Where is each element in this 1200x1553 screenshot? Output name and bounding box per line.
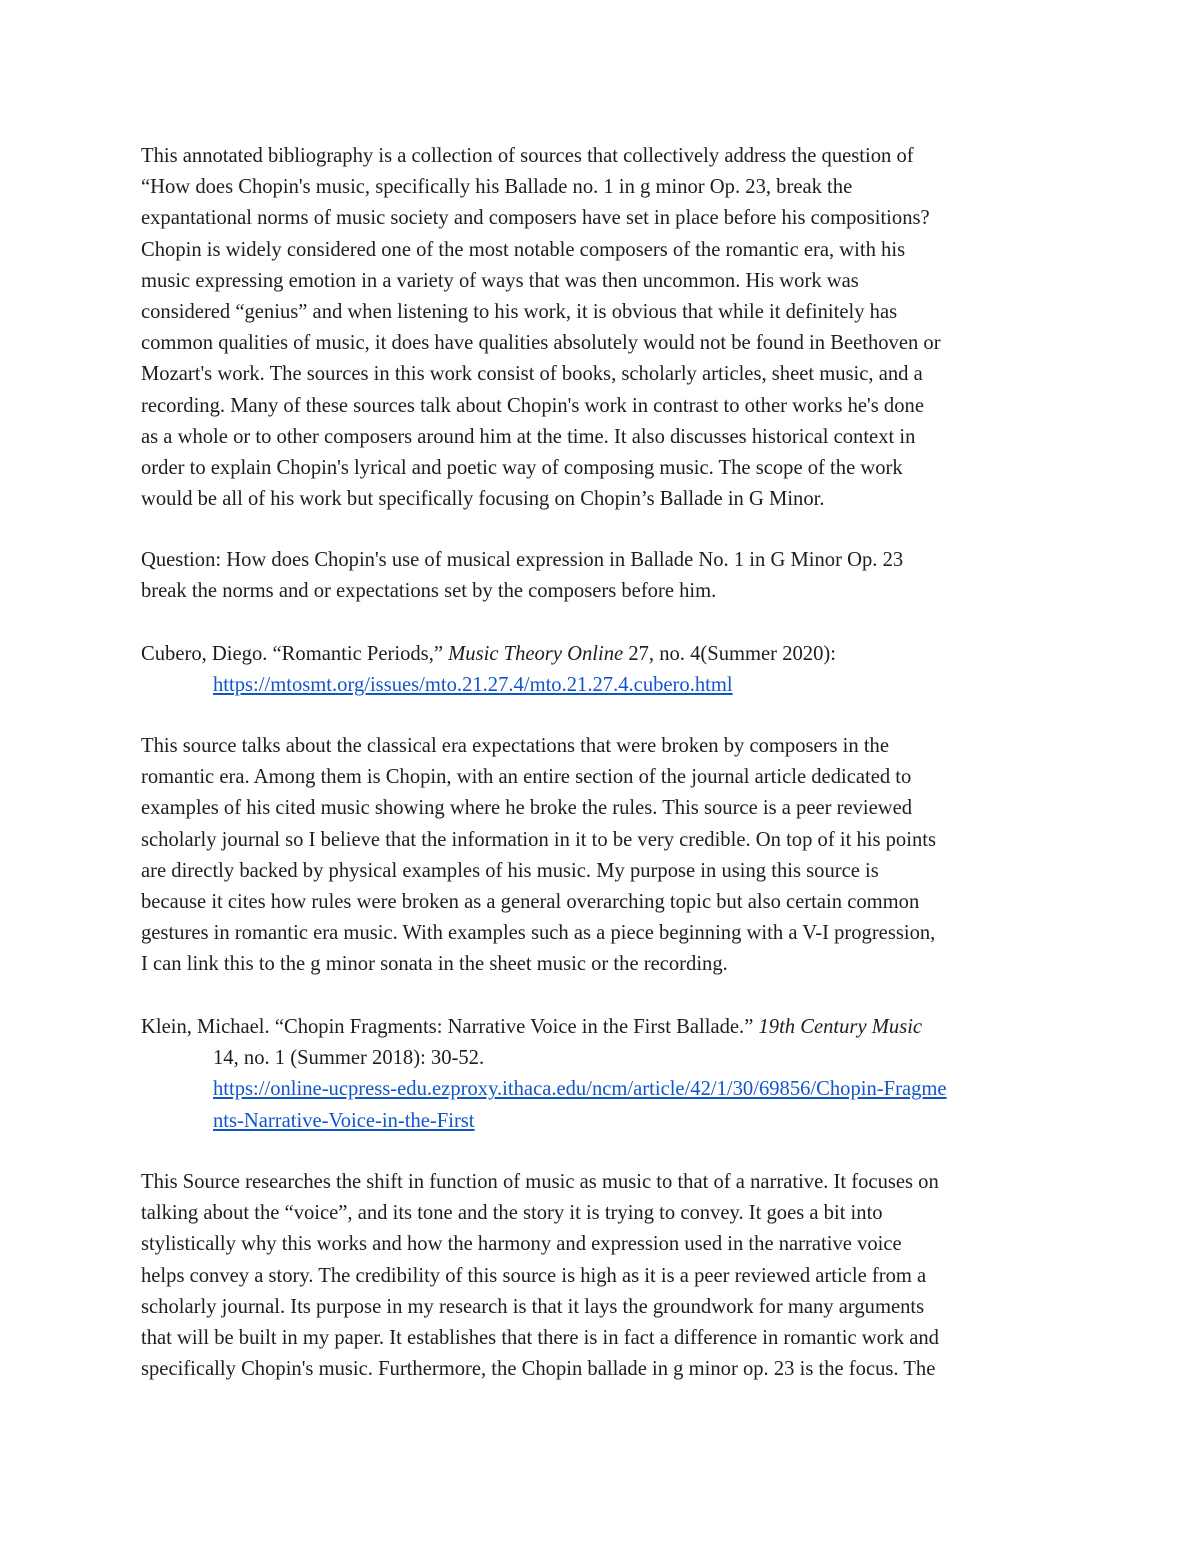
intro-line: Mozart's work. The sources in this work consist of books, scholarly articles, sheet music, and a xyxy=(141,363,923,386)
intro-line: considered “genius” and when listening to his work, it is obvious that while it definitely has xyxy=(141,301,898,324)
intro-paragraph xyxy=(141,141,1071,515)
citation-url-line xyxy=(141,1074,1071,1105)
intro-line: Chopin is widely considered one of the most notable composers of the romantic era, with his xyxy=(141,238,906,261)
annotation-line: that will be built in my paper. It establishes that there is in fact a difference in romantic work and xyxy=(141,1327,939,1350)
annotation-klein xyxy=(141,1167,1071,1385)
annotation-line: gestures in romantic era music. With examples such as a piece beginning with a V-I progression, xyxy=(141,922,936,945)
annotation-line: This Source researches the shift in function of music as music to that of a narrative. It focuses on xyxy=(141,1171,939,1193)
citation-journal: 19th Century Music xyxy=(758,1016,923,1038)
intro-line: order to explain Chopin's lyrical and poetic way of composing music. The scope of the work xyxy=(141,457,903,480)
research-question xyxy=(141,545,1071,607)
annotation-line: romantic era. Among them is Chopin, with an entire section of the journal article dedicated to xyxy=(141,766,912,789)
annotation-line: scholarly journal. Its purpose in my research is that it lays the groundwork for many arguments xyxy=(141,1295,925,1318)
citation-cubero xyxy=(141,639,1071,701)
annotation-line: specifically Chopin's music. Furthermore, the Chopin ballade in g minor op. 23 is the focus. The xyxy=(141,1358,936,1381)
annotation-line: I can link this to the g minor sonata in the sheet music or the recording. xyxy=(141,953,728,976)
intro-line: would be all of his work but specifically focusing on Chopin’s Ballade in G Minor. xyxy=(141,488,825,511)
citation-first-line xyxy=(141,1012,1071,1043)
annotation-line: examples of his cited music showing where he broke the rules. This source is a peer reviewed xyxy=(141,797,913,820)
intro-line: recording. Many of these sources talk about Chopin's work in contrast to other works he's done xyxy=(141,394,924,417)
intro-line: as a whole or to other composers around him at the time. It also discusses historical context in xyxy=(141,425,916,448)
citation-author-title: Cubero, Diego. “Romantic Periods,” xyxy=(141,643,449,665)
citation-details: 27, no. 4(Summer 2020): xyxy=(623,643,836,665)
annotation-line: helps convey a story. The credibility of this source is high as it is a peer reviewed article from a xyxy=(141,1264,927,1287)
citation-details: 14, no. 1 (Summer 2018): 30-52. xyxy=(213,1047,485,1070)
annotation-cubero xyxy=(141,731,1071,981)
citation-klein xyxy=(141,1012,1071,1137)
citation-journal: Music Theory Online xyxy=(448,643,624,665)
citation-url-link[interactable]: nts-Narrative-Voice-in-the-First xyxy=(213,1109,475,1132)
citation-url-link[interactable]: https://mtosmt.org/issues/mto.21.27.4/mto.21.27.4.cubero.html xyxy=(213,674,733,697)
intro-line: This annotated bibliography is a collection of sources that collectively address the question of xyxy=(141,145,914,167)
annotation-line: This source talks about the classical era expectations that were broken by composers in the xyxy=(141,735,889,757)
citation-url-line xyxy=(141,1106,1071,1137)
annotation-line: scholarly journal so I believe that the information in it to be very credible. On top of it his points xyxy=(141,828,936,851)
citation-url-line xyxy=(141,670,1071,701)
citation-first-line xyxy=(141,639,1071,670)
intro-line: music expressing emotion in a variety of ways that was then uncommon. His work was xyxy=(141,269,859,292)
question-line: break the norms and or expectations set by the composers before him. xyxy=(141,580,717,603)
annotation-line: are directly backed by physical examples of his music. My purpose in using this source is xyxy=(141,859,879,882)
intro-line: common qualities of music, it does have qualities absolutely would not be found in Beethoven or xyxy=(141,332,941,355)
citation-url-link[interactable]: https://online-ucpress-edu.ezproxy.ithaca.edu/ncm/article/42/1/30/69856/Chopin-Fragme xyxy=(213,1078,947,1101)
annotation-line: stylistically why this works and how the harmony and expression used in the narrative voice xyxy=(141,1233,902,1256)
question-line: Question: How does Chopin's use of musical expression in Ballade No. 1 in G Minor Op. 23 xyxy=(141,549,904,571)
citation-author-title: Klein, Michael. “Chopin Fragments: Narrative Voice in the First Ballade.” xyxy=(141,1016,759,1038)
annotation-line: talking about the “voice”, and its tone and the story it is trying to convey. It goes a bit into xyxy=(141,1202,883,1225)
intro-line: “How does Chopin's music, specifically his Ballade no. 1 in g minor Op. 23, break the xyxy=(141,176,853,199)
annotation-line: because it cites how rules were broken as a general overarching topic but also certain common xyxy=(141,891,920,914)
intro-line: expantational norms of music society and composers have set in place before his compositions? xyxy=(141,207,930,230)
